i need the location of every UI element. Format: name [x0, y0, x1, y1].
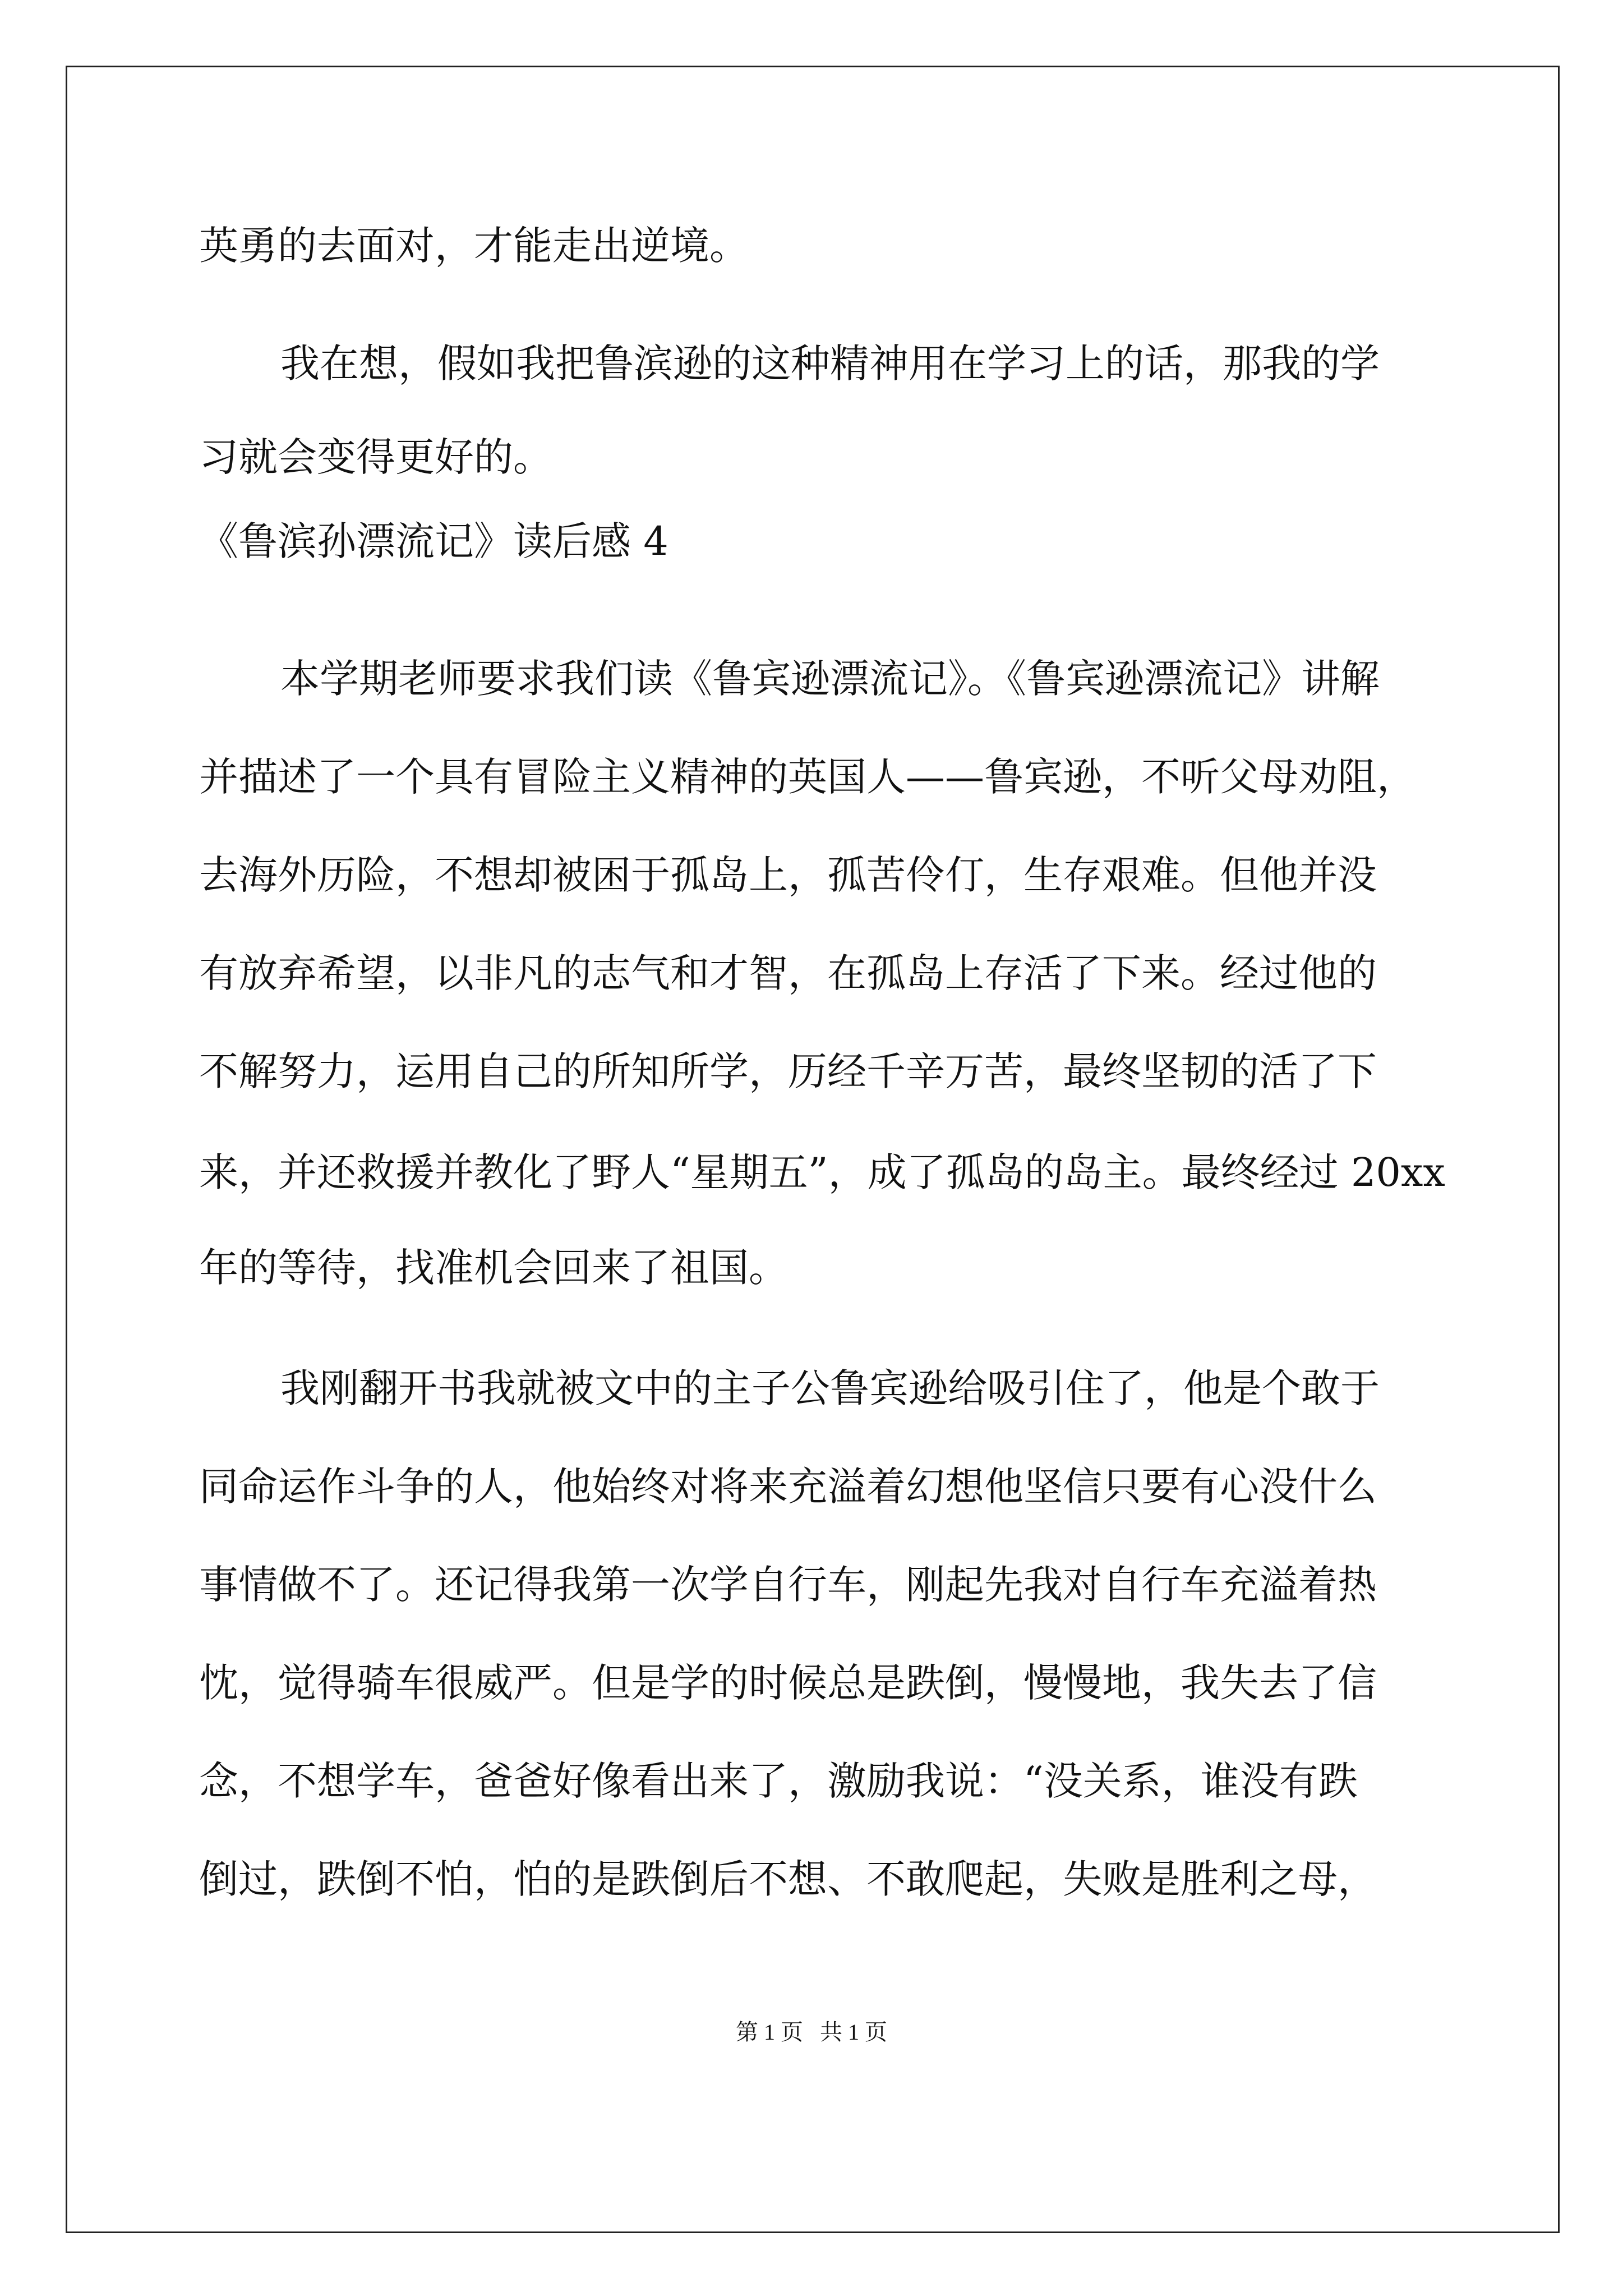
body-text-line: 有放弃希望，以非凡的志气和才智，在孤岛上存活了下来。经过他的 — [199, 950, 1377, 996]
body-text-line: 忱，觉得骑车很威严。但是学的时候总是跌倒，慢慢地，我失去了信 — [199, 1660, 1377, 1706]
body-text-line: 英勇的去面对，才能走出逆境。 — [199, 223, 749, 269]
paragraph-first-line: 本学期老师要求我们读《鲁宾逊漂流记》。《鲁宾逊漂流记》讲解 — [280, 656, 1380, 702]
body-text-line: 并描述了一个具有冒险主义精神的英国人——鲁宾逊，不听父母劝阻， — [199, 754, 1416, 800]
body-text-line: 念，不想学车，爸爸好像看出来了，激励我说：“没关系，谁没有跌 — [199, 1758, 1358, 1804]
body-text-line: 同命运作斗争的人，他始终对将来充溢着幻想他坚信只要有心没什么 — [199, 1464, 1377, 1510]
body-text-line: 去海外历险，不想却被困于孤岛上，孤苦伶仃，生存艰难。但他并没 — [199, 852, 1377, 898]
body-text-line: 来，并还救援并教化了野人“星期五”，成了孤岛的岛主。最终经过 20xx — [199, 1149, 1445, 1195]
paragraph-first-line: 我刚翻开书我就被文中的主子公鲁宾逊给吸引住了，他是个敢于 — [280, 1365, 1380, 1411]
section-heading: 《鲁滨孙漂流记》读后感 4 — [199, 518, 668, 564]
body-text-line: 事情做不了。还记得我第一次学自行车，刚起先我对自行车充溢着热 — [199, 1562, 1377, 1608]
body-text-line: 年的等待，找准机会回来了祖国。 — [199, 1245, 788, 1291]
body-text-line: 不解努力，运用自己的所知所学，历经千辛万苦，最终坚韧的活了下 — [199, 1048, 1377, 1094]
page-number-footer: 第 1 页 共 1 页 — [736, 2019, 887, 2045]
paragraph-first-line: 我在想，假如我把鲁滨逊的这种精神用在学习上的话，那我的学 — [280, 341, 1380, 386]
body-text-line: 习就会变得更好的。 — [199, 434, 552, 480]
body-text-line: 倒过，跌倒不怕，怕的是跌倒后不想、不敢爬起，失败是胜利之母， — [199, 1856, 1377, 1902]
